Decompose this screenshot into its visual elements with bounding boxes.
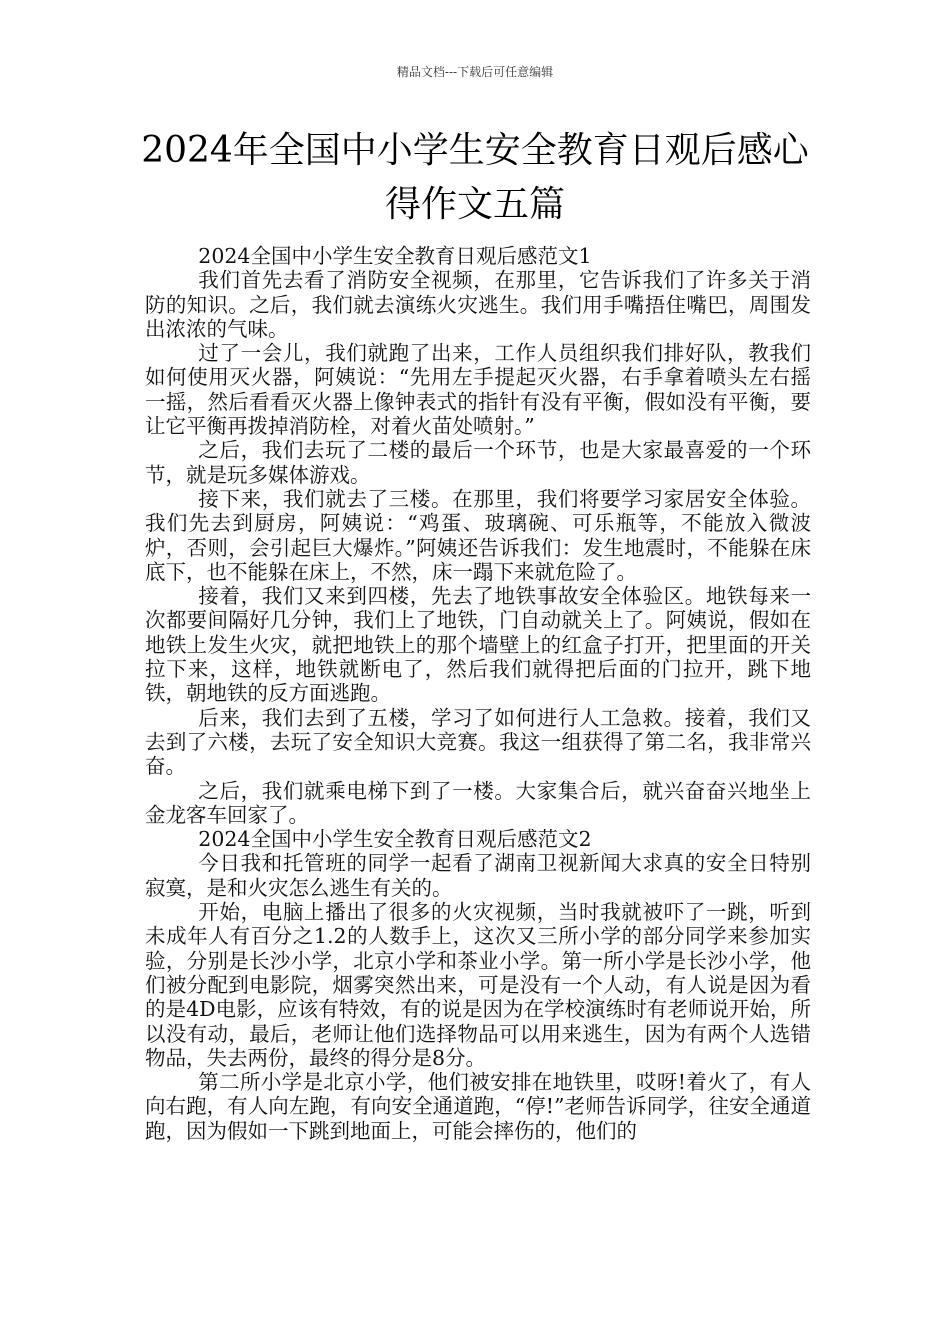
paragraph: 接着，我们又来到四楼，先去了地铁事故安全体验区。地铁每来一次都要间隔好几分钟，我们上了地铁，门自动就关上了。阿姨说，假如在地铁上发生火灾，就把地铁上的那个墙壁上的红盒子打开，把里面的开关拉下来，这样，地铁就断电了，然后我们就得把后面的门拉开，跳下地铁，朝地铁的反方面逃跑。	[145, 584, 811, 706]
section-heading: 2024全国中小学生安全教育日观后感范文1	[198, 244, 592, 268]
document-body	[145, 244, 811, 1143]
paragraph: 今日我和托管班的同学一起看了湖南卫视新闻大求真的安全日特别寂寞，是和火灾怎么逃生有关的。	[145, 851, 811, 900]
section-heading: 2024全国中小学生安全教育日观后感范文2	[198, 827, 592, 852]
paragraph: 之后，我们就乘电梯下到了一楼。大家集合后，就兴奋奋兴地坐上金龙客车回家了。	[145, 778, 811, 827]
title-line-2: 得作文五篇	[384, 184, 565, 225]
document-title	[100, 124, 850, 232]
paragraph: 我们首先去看了消防安全视频，在那里，它告诉我们了许多关于消防的知识。之后，我们就去演练火灾逃生。我们用手嘴捂住嘴巴，周围发出浓浓的气味。	[145, 268, 811, 341]
paragraph: 之后，我们去玩了二楼的最后一个环节，也是大家最喜爱的一个环节，就是玩多媒体游戏。	[145, 438, 811, 487]
paragraph: 开始，电脑上播出了很多的火灾视频，当时我就被吓了一跳，听到未成年人有百分之1.2的人数手上，这次又三所小学的部分同学来参加实验，分别是长沙小学，北京小学和茶业小学。第一所小学是长沙小学，他们被分配到电影院，烟雾突然出来，可是没有一个人动，有人说是因为看的是4D电影，应该有特效，有的说是因为在学校演练时有老师说开始，所以没有动，最后，老师让他们选择物品可以用来逃生，因为有两个人选错物品，失去两份，最终的得分是8分。	[145, 900, 811, 1070]
paragraph: 第二所小学是北京小学，他们被安排在地铁里，哎呀!着火了，有人向右跑，有人向左跑，有向安全通道跑，“停!”老师告诉同学，往安全通道跑，因为假如一下跳到地面上，可能会摔伤的，他们的	[145, 1070, 811, 1143]
title-line-1: 2024年全国中小学生安全教育日观后感心	[141, 130, 809, 171]
paragraph: 过了一会儿，我们就跑了出来，工作人员组织我们排好队，教我们如何使用灭火器，阿姨说：“先用左手提起灭火器，右手拿着喷头左右摇一摇，然后看看灭火器上像钟表式的指针有没有平衡，假如没有平衡，要让它平衡再拨掉消防栓，对着火苗处喷射。”	[145, 341, 811, 439]
paragraph: 接下来，我们就去了三楼。在那里，我们将要学习家居安全体验。我们先去到厨房，阿姨说：“鸡蛋、玻璃碗、可乐瓶等，不能放入微波炉，否则，会引起巨大爆炸。”阿姨还告诉我们：发生地震时，不能躲在床底下，也不能躲在床上，不然，床一蹋下来就危险了。	[145, 486, 811, 584]
header-note: 精品文档---下载后可任意编辑	[396, 65, 554, 79]
paragraph: 后来，我们去到了五楼，学习了如何进行人工急救。接着，我们又去到了六楼，去玩了安全知识大竞赛。我这一组获得了第二名，我非常兴奋。	[145, 705, 811, 779]
